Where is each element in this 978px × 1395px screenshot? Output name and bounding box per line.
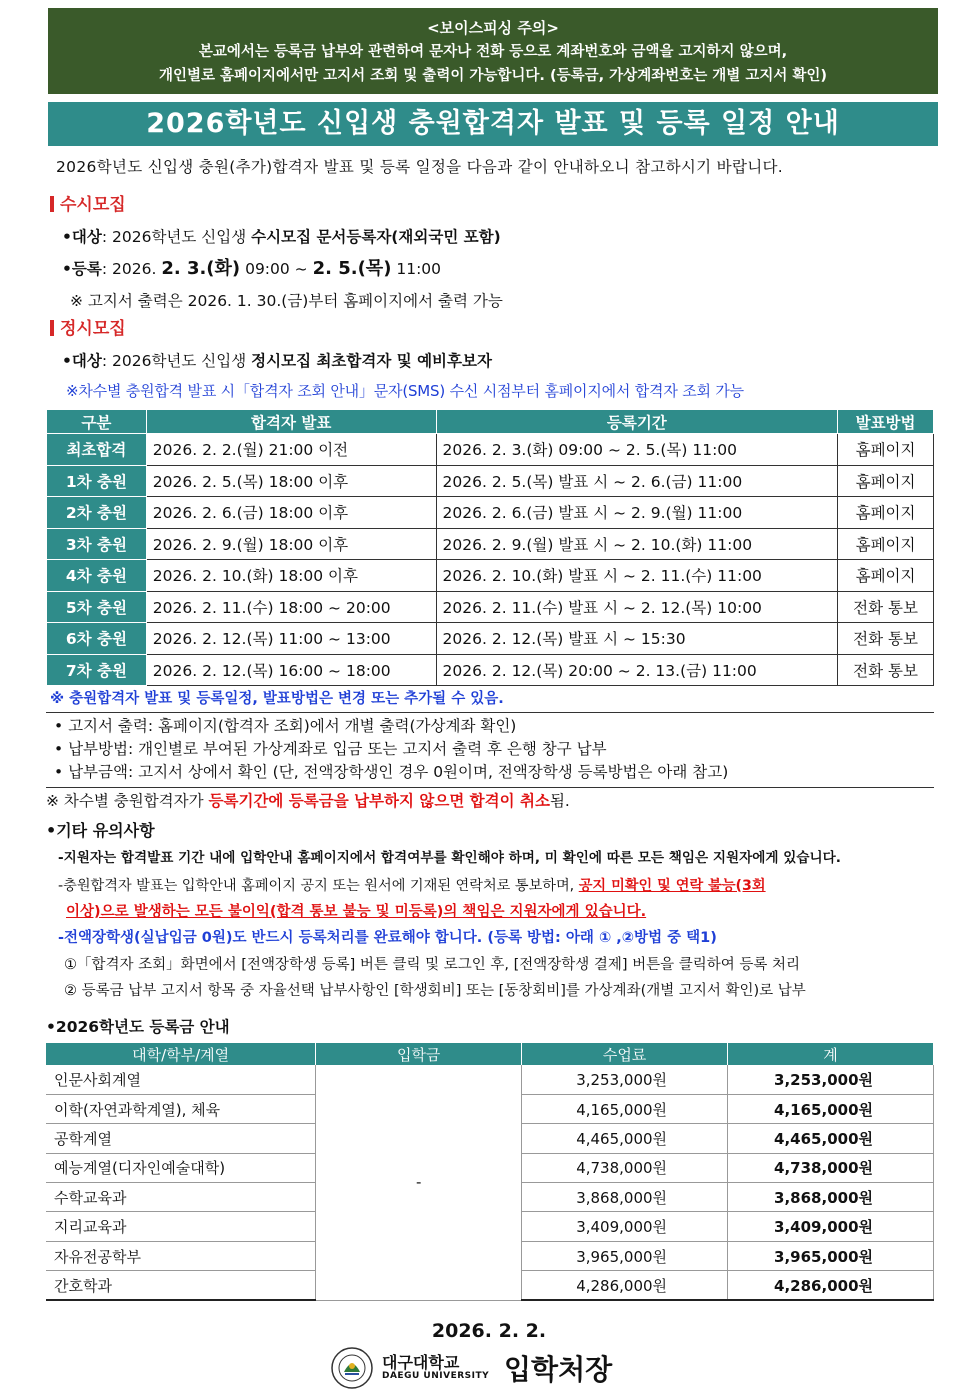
- jeongsi-sms-note: ※차수별 충원합격 발표 시「합격자 조회 안내」문자(SMS) 수신 시점부터 홈페이지에서 합격자 조회 가능: [66, 382, 744, 400]
- etc-line-5: ①「합격자 조회」화면에서 [전액장학생 등록] 버튼 클릭 및 로그인 후, [전액장학생 결제] 버튼을 클릭하여 등록 처리: [64, 957, 801, 973]
- college-cell: 지리교육과: [46, 1212, 316, 1241]
- tuition-cell: 3,253,000원: [522, 1065, 728, 1094]
- college-cell: 자유전공학부: [46, 1241, 316, 1270]
- etc-heading: •기타 유의사항: [46, 821, 155, 840]
- method-cell: 홈페이지: [838, 528, 934, 560]
- total-cell: 3,253,000원: [728, 1065, 934, 1094]
- announce-cell: 2026. 2. 10.(화) 18:00 이후: [146, 560, 436, 592]
- section-bar-icon: [50, 196, 54, 212]
- col-header-period: 등록기간: [436, 410, 838, 434]
- tuition-cell: 4,738,000원: [522, 1153, 728, 1182]
- period-cell: 2026. 2. 12.(목) 발표 시 ~ 15:30: [436, 623, 838, 655]
- table-row: [47, 528, 934, 560]
- table-row: [47, 623, 934, 655]
- col-header-total: 계: [728, 1043, 934, 1065]
- row-label: 2차 충원: [47, 497, 147, 529]
- table-row: [47, 560, 934, 592]
- etc-line-4: -전액장학생(실납입금 0원)도 반드시 등록처리를 완료해야 합니다. (등록 방법: 아래 ① ,②방법 중 택1): [58, 930, 717, 946]
- row-label: 3차 충원: [47, 528, 147, 560]
- method-cell: 홈페이지: [838, 560, 934, 592]
- row-label: 5차 충원: [47, 591, 147, 623]
- payment-note-amount: • 납부금액: 고지서 상에서 확인 (단, 전액장학생인 경우 0원이며, 전액장학생 등록방법은 아래 참고): [54, 763, 729, 781]
- table-row: [46, 1065, 934, 1094]
- method-cell: 홈페이지: [838, 434, 934, 466]
- total-cell: 3,409,000원: [728, 1212, 934, 1241]
- total-cell: 4,738,000원: [728, 1153, 934, 1182]
- warning-line-1: 본교에서는 등록금 납부와 관련하여 문자나 전화 등으로 계좌번호와 금액을 고지하지 않으며,: [198, 44, 788, 60]
- entrance-fee-cell: -: [316, 1065, 522, 1300]
- method-cell: 홈페이지: [838, 497, 934, 529]
- tuition-table: [46, 1043, 934, 1301]
- payment-notes: [46, 712, 934, 788]
- schedule-footnote: ※ 충원합격자 발표 및 등록일정, 발표방법은 변경 또는 추가될 수 있음.: [50, 691, 504, 707]
- announce-cell: 2026. 2. 11.(수) 18:00 ~ 20:00: [146, 591, 436, 623]
- warning-line-2: 개인별로 홈페이지에서만 고지서 조회 및 출력이 가능합니다. (등록금, 가상계좌번호는 개별 고지서 확인): [158, 68, 828, 84]
- method-cell: 전화 통보: [838, 623, 934, 655]
- university-name-en: DAEGU UNIVERSITY: [382, 1371, 490, 1381]
- schedule-table: [46, 409, 934, 686]
- tuition-cell: 4,286,000원: [522, 1271, 728, 1300]
- page-title: 2026학년도 신입생 충원합격자 발표 및 등록 일정 안내: [48, 102, 938, 146]
- susi-note: ※ 고지서 출력은 2026. 1. 30.(금)부터 홈페이지에서 출력 가능: [70, 292, 503, 310]
- office-title: 입학처장: [504, 1353, 613, 1386]
- col-header-method: 발표방법: [838, 410, 934, 434]
- announce-cell: 2026. 2. 12.(목) 11:00 ~ 13:00: [146, 623, 436, 655]
- tuition-cell: 3,965,000원: [522, 1241, 728, 1270]
- announce-cell: 2026. 2. 6.(금) 18:00 이후: [146, 497, 436, 529]
- etc-line-6: ② 등록금 납부 고지서 항목 중 자율선택 납부사항인 [학생회비] 또는 [동창회비]를 가상계좌(개별 고지서 확인)로 납부: [64, 983, 806, 999]
- total-cell: 4,465,000원: [728, 1124, 934, 1153]
- announce-cell: 2026. 2. 5.(목) 18:00 이후: [146, 465, 436, 497]
- fee-header-row: [46, 1043, 934, 1065]
- table-row: [47, 591, 934, 623]
- payment-note-print: • 고지서 출력: 홈페이지(합격자 조회)에서 개별 출력(가상계좌 확인): [54, 717, 517, 735]
- table-row: [47, 654, 934, 686]
- col-header-tuition: 수업료: [522, 1043, 728, 1065]
- col-header-announce: 합격자 발표: [146, 410, 436, 434]
- announce-cell: 2026. 2. 2.(월) 21:00 이전: [146, 434, 436, 466]
- tuition-cell: 3,868,000원: [522, 1183, 728, 1212]
- method-cell: 홈페이지: [838, 465, 934, 497]
- jeongsi-heading: 정시모집: [50, 318, 126, 340]
- college-cell: 인문사회계열: [46, 1065, 316, 1094]
- etc-line-1: -지원자는 합격발표 기간 내에 입학안내 홈페이지에서 합격여부를 확인해야 하며, 미 확인에 따른 모든 책임은 지원자에게 있습니다.: [58, 850, 841, 866]
- etc-line-3: 이상)으로 발생하는 모든 불이익(합격 통보 불능 및 미등록)의 책임은 지원자에게 있습니다.: [66, 904, 647, 920]
- period-cell: 2026. 2. 9.(월) 발표 시 ~ 2. 10.(화) 11:00: [436, 528, 838, 560]
- susi-registration: •등록: 2026. 2. 3.(화) 09:00 ~ 2. 5.(목) 11:00: [62, 258, 442, 279]
- row-label: 7차 충원: [47, 654, 147, 686]
- table-row: [47, 465, 934, 497]
- table-row: [47, 434, 934, 466]
- college-cell: 간호학과: [46, 1271, 316, 1300]
- fees-heading: •2026학년도 등록금 안내: [46, 1018, 230, 1036]
- college-cell: 이학(자연과학계열), 체육: [46, 1094, 316, 1123]
- period-cell: 2026. 2. 6.(금) 발표 시 ~ 2. 9.(월) 11:00: [436, 497, 838, 529]
- total-cell: 4,286,000원: [728, 1271, 934, 1300]
- row-label: 6차 충원: [47, 623, 147, 655]
- method-cell: 전화 통보: [838, 654, 934, 686]
- total-cell: 4,165,000원: [728, 1094, 934, 1123]
- intro-text: 2026학년도 신입생 충원(추가)합격자 발표 및 등록 일정을 다음과 같이 안내하오니 참고하시기 바랍니다.: [56, 158, 783, 176]
- col-header-college: 대학/학부/계열: [46, 1043, 316, 1065]
- jeongsi-target: •대상: 2026학년도 신입생 정시모집 최초합격자 및 예비후보자: [62, 352, 492, 370]
- period-cell: 2026. 2. 11.(수) 발표 시 ~ 2. 12.(목) 10:00: [436, 591, 838, 623]
- col-header-category: 구분: [47, 410, 147, 434]
- payment-note-method: • 납부방법: 개인별로 부여된 가상계좌로 입금 또는 고지서 출력 후 은행 창구 납부: [54, 740, 607, 758]
- university-name: 대구대학교: [382, 1353, 460, 1372]
- college-cell: 수학교육과: [46, 1183, 316, 1212]
- announce-cell: 2026. 2. 9.(월) 18:00 이후: [146, 528, 436, 560]
- college-cell: 예능계열(디자인예술대학): [46, 1153, 316, 1182]
- tuition-cell: 4,465,000원: [522, 1124, 728, 1153]
- tuition-cell: 4,165,000원: [522, 1094, 728, 1123]
- table-row: [47, 497, 934, 529]
- cancel-warning: ※ 차수별 충원합격자가 등록기간에 등록금을 납부하지 않으면 합격이 취소됨.: [46, 792, 570, 810]
- college-cell: 공학계열: [46, 1124, 316, 1153]
- tuition-cell: 3,409,000원: [522, 1212, 728, 1241]
- susi-heading: 수시모집: [50, 194, 126, 216]
- col-header-entrance: 입학금: [316, 1043, 522, 1065]
- row-label: 최초합격: [47, 434, 147, 466]
- university-seal-icon: [330, 1346, 374, 1390]
- etc-line-2: -충원합격자 발표는 입학안내 홈페이지 공지 또는 원서에 기재된 연락처로 통보하며, 공지 미확인 및 연락 불능(3회: [58, 878, 766, 894]
- period-cell: 2026. 2. 5.(목) 발표 시 ~ 2. 6.(금) 11:00: [436, 465, 838, 497]
- method-cell: 전화 통보: [838, 591, 934, 623]
- total-cell: 3,965,000원: [728, 1241, 934, 1270]
- period-cell: 2026. 2. 3.(화) 09:00 ~ 2. 5.(목) 11:00: [436, 434, 838, 466]
- voice-phishing-warning: [48, 8, 938, 94]
- schedule-header-row: [47, 410, 934, 434]
- total-cell: 3,868,000원: [728, 1183, 934, 1212]
- susi-target: •대상: 2026학년도 신입생 수시모집 문서등록자(재외국민 포함): [62, 228, 501, 246]
- issue-date: 2026. 2. 2.: [431, 1320, 547, 1342]
- period-cell: 2026. 2. 12.(목) 20:00 ~ 2. 13.(금) 11:00: [436, 654, 838, 686]
- row-label: 4차 충원: [47, 560, 147, 592]
- section-bar-icon: [50, 320, 54, 336]
- row-label: 1차 충원: [47, 465, 147, 497]
- warning-title: <보이스피싱 주의>: [427, 19, 559, 37]
- announce-cell: 2026. 2. 12.(목) 16:00 ~ 18:00: [146, 654, 436, 686]
- period-cell: 2026. 2. 10.(화) 발표 시 ~ 2. 11.(수) 11:00: [436, 560, 838, 592]
